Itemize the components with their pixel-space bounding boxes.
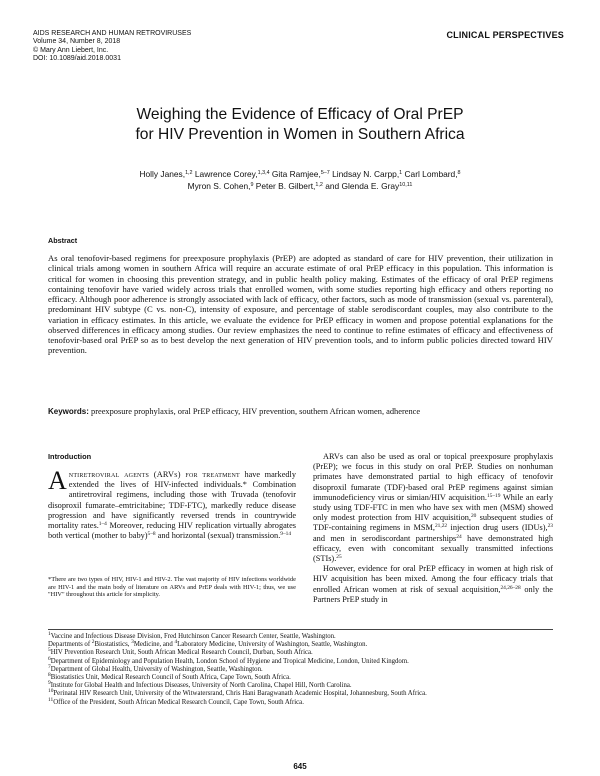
right-column <box>313 452 553 605</box>
author-list <box>60 168 540 192</box>
journal-doi: DOI: 10.1089/aid.2018.0031 <box>33 55 121 63</box>
affiliation-10: $^{10}$Perinatal HIV Research Unit, University of the Witwatersrand, Chris Hani Baragwanath Academic Hospital, Johannesburg, South Africa. <box>48 688 427 698</box>
keywords-text: preexposure prophylaxis, oral PrEP efficacy, HIV prevention, southern African women, adherence <box>91 407 421 416</box>
authors-line-2: Myron S. Cohen,$^9$ Peter B. Gilbert,$^{1,2}$ and Glenda E. Gray$^{10,11}$ <box>187 181 413 191</box>
journal-volume: Volume 34, Number 8, 2018 <box>33 38 121 46</box>
affiliation-8: $^8$Biostatistics Unit, Medical Research Council of South Africa, Cape Town, South Africa. <box>48 672 291 682</box>
abstract-heading: Abstract <box>48 236 78 245</box>
title-line-2: for HIV Prevention in Women in Southern Africa <box>135 126 465 143</box>
journal-info <box>33 30 191 64</box>
dropcap: A <box>48 466 67 495</box>
right-paragraph-1: ARVs can also be used as oral or topical preexposure prophylaxis (PrEP); we focus in this study on oral PrEP. Studies on nonhuman primates have demonstrated partial to high efficacy of tenofovir disoproxil fumarate (TDF)-based oral PrEP regimens against simian immunodeficiency virus or simian/HIV acquisition.$^{15-19}$ While an early study using TDF-FTC in men who have sex with men (MSM) showed only modest protection from HIV acquisition,$^{20}$ subsequent studies of TDF-containing regimens in MSM,$^{21,22}$ injection drug users (IDUs),$^{23}$ and men in serodiscordant partnerships$^{24}$ have demonstrated high efficacy, even with concomitant sexually transmitted infections (STIs).$^{25}$ <box>313 452 553 564</box>
article-title <box>40 105 560 145</box>
keywords-label: Keywords: <box>48 407 89 416</box>
footnote: *There are two types of HIV, HIV-1 and HIV-2. The vast majority of HIV infections worldwide are HIV-1 and the main body of literature on ARVs and PrEP deals with HIV-1; thus, we use "HIV" throughout this article for simplicity. <box>48 576 296 599</box>
page-number: 645 <box>293 762 307 771</box>
journal-copyright: © Mary Ann Liebert, Inc. <box>33 46 109 54</box>
journal-name: AIDS RESEARCH AND HUMAN RETROVIRUSES <box>33 30 192 37</box>
affiliation-7: $^7$Department of Global Health, University of Washington, Seattle, Washington. <box>48 663 263 673</box>
affiliation-5: $^5$HIV Prevention Research Unit, South African Medical Research Council, Durban, South Africa. <box>48 647 313 657</box>
affiliations <box>48 633 553 707</box>
right-paragraph-2: However, evidence for oral PrEP efficacy in women at high risk of HIV acquisition has been mixed. Among the four efficacy trials that enrolled African women at risk of sexual acquisition,$^{24,26-28}$ only the Partners PrEP study in <box>313 564 553 604</box>
affiliation-1: $^1$Vaccine and Infectious Disease Division, Fred Hutchinson Cancer Research Center, Seattle, Washington. <box>48 631 336 640</box>
affiliation-9: $^9$Institute for Global Health and Infectious Diseases, University of North Carolina, Chapel Hill, North Carolina. <box>48 680 352 690</box>
abstract-text: As oral tenofovir-based regimens for preexposure prophylaxis (PrEP) are adopted as standard of care for HIV prevention, their utilization in clinical trials among women in southern Africa will require an accurate estimate of oral PrEP efficacy in this population. This information is critical for women in choosing this prevention strategy, and in public health policy making. Estimates of the efficacy of oral PrEP regimens containing tenofovir have varied widely across trials that enrolled women, with some studies reporting high efficacy and others reporting no efficacy. Although poor adherence is strongly associated with lack of efficacy, other factors, such as mode of transmission (sexual vs. parenteral), predominant HIV subtype (C vs. non-C), intensity of exposure, and percentage of stable serodiscordant couples, may also contribute to the variation in efficacy estimates. In this article, we evaluate the evidence for PrEP efficacy in women and propose potential explanations for the observed differences in efficacy among studies. Our review emphasizes the need to continue to refine estimates of efficacy and effectiveness of tenofovir-based oral PrEP so as to best develop the next generation of HIV prevention tools, and to inform public policies directed toward HIV prevention. <box>48 253 553 356</box>
keywords <box>48 407 553 417</box>
affiliation-2: Departments of $^2$Biostatistics, $^3$Medicine, and $^4$Laboratory Medicine, University of Washington, Seattle, Washington. <box>48 639 368 649</box>
title-line-1: Weighing the Evidence of Efficacy of Oral PrEP <box>136 106 464 123</box>
smallcaps-lead: ntiretroviral agents (ARVs) for treatment <box>68 470 240 479</box>
introduction-paragraph: Antiretroviral agents (ARVs) for treatment have markedly extended the lives of HIV-infected individuals.* Combination antiretroviral regimens, including those with Truvada (tenofovir disoproxil fumarate–emtricitabine; TDF-FTC), markedly reduce disease progression and have significantly reversed trends in countrywide mortality rates.$^{1-4}$ Moreover, reducing HIV replication virtually abrogates both vertical (mother to baby)$^{5-8}$ and horizontal (sexual) transmission.$^{9-14}$ <box>48 466 296 541</box>
introduction-heading: Introduction <box>48 452 92 461</box>
section-label: CLINICAL PERSPECTIVES <box>446 30 564 40</box>
affiliation-6: $^6$Department of Epidemiology and Population Health, London School of Hygiene and Tropical Medicine, London, United Kingdom. <box>48 655 409 665</box>
authors-line-1: Holly Janes,$^{1,2}$ Lawrence Corey,$^{1,3,4}$ Gita Ramjee,$^{5-7}$ Lindsay N. Carpp,$^1$ Carl Lombard,$^8$ <box>139 169 461 179</box>
footnote-divider <box>48 629 553 630</box>
affiliation-11: $^{11}$Office of the President, South African Medical Research Council, Cape Town, South Africa. <box>48 696 304 706</box>
